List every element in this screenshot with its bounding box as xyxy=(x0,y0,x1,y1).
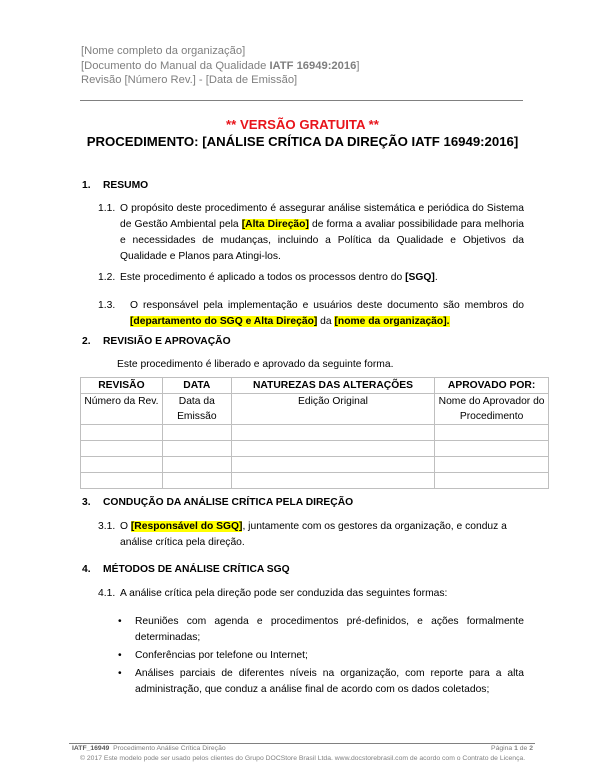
list-item-1-1: 1.1. O propósito deste procedimento é assegurar análise sistemática e periódica do Sistema de Gestão Ambiental pela [Alta Direção] de forma a avaliar possibilidade para melhoria e necessidades de mudanças, incluindo a Política da Qualidade e Objetivos da Qualidade e Planos para Atingi-los. xyxy=(98,203,524,262)
placeholder-highlight: [Responsável do SGQ] xyxy=(130,521,243,532)
table-row-empty xyxy=(81,457,549,473)
table-row-empty xyxy=(81,473,549,489)
bullet-item: • Conferências por telefone ou Internet; xyxy=(118,648,524,664)
footer-copyright: © 2017 Este modelo pode ser usado pelos clientes do Grupo DOCStore Brasil Ltda. www.docstorebrasil.com de acordo com o Contrato de Licença. xyxy=(80,755,526,762)
column-header-naturezas: NATUREZAS DAS ALTERAÇÕES xyxy=(231,378,434,394)
footer-document-name: IATF_16949 Procedimento Análise Crítica Direção xyxy=(72,745,226,752)
bullet-item: • Análises parciais de diferentes níveis na organização, com reporte para a alta administração, que conduz a análise final de acordo com os dados coletados; xyxy=(118,668,524,695)
review-methods-list xyxy=(118,614,524,700)
list-item-1-3: 1.3. O responsável pela implementação e usuários deste documento são membros do [departamento do SGQ e Alta Direção] da [nome da organização]. xyxy=(98,300,524,327)
placeholder-highlight: [Alta Direção] xyxy=(241,219,309,230)
manual-document-line: [Documento do Manual da Qualidade IATF 16949:2016] xyxy=(81,59,360,72)
bullet-icon: • xyxy=(118,650,122,661)
column-header-data: DATA xyxy=(162,378,231,394)
footer-divider xyxy=(69,743,535,744)
document-header xyxy=(81,44,359,88)
table-header-row xyxy=(81,378,549,394)
bullet-icon: • xyxy=(118,668,122,679)
section-heading-3: 3. CONDUÇÃO DA ANÁLISE CRÍTICA PELA DIREÇÃO xyxy=(82,497,354,508)
page-number: Página 1 de 2 xyxy=(491,745,533,752)
revision-line: Revisão [Número Rev.] - [Data de Emissão] xyxy=(81,74,298,86)
table-row-empty xyxy=(81,441,549,457)
revision-table xyxy=(80,377,549,489)
column-header-revisao: REVISÃO xyxy=(81,378,163,394)
placeholder-highlight: [departamento do SGQ e Alta Direção] xyxy=(130,316,318,327)
organization-name: [Nome completo da organização] xyxy=(81,45,246,57)
table-row-empty xyxy=(81,425,549,441)
approval-intro: Este procedimento é liberado e aprovado da seguinte forma. xyxy=(117,359,394,370)
section-heading-4: 4. MÉTODOS DE ANÁLISE CRÍTICA SGQ xyxy=(82,564,290,575)
header-divider xyxy=(80,100,523,101)
section-heading-1: 1. RESUMO xyxy=(82,180,149,191)
list-item-4-1: 4.1. A análise crítica pela direção pode ser conduzida das seguintes formas: xyxy=(98,588,448,599)
list-item-1-2: 1.2. Este procedimento é aplicado a todos os processos dentro do [SGQ]. xyxy=(98,272,438,283)
column-header-aprovado: APROVADO POR: xyxy=(435,378,549,394)
table-row: Número da Rev. Data da Emissão Edição Original Nome do Aprovador do Procedimento xyxy=(81,394,549,425)
section-heading-2: 2. REVISIÃO E APROVAÇÃO xyxy=(82,336,231,347)
placeholder-highlight: [nome da organização]. xyxy=(334,316,450,327)
list-item-3-1: 3.1. O [Responsável do SGQ], juntamente com os gestores da organização, e conduz a análise crítica pela direção. xyxy=(98,521,507,548)
procedure-title: PROCEDIMENTO: [ANÁLISE CRÍTICA DA DIREÇÃO IATF 16949:2016] xyxy=(86,134,519,149)
free-version-banner: ** VERSÃO GRATUITA ** xyxy=(226,117,379,132)
bullet-item: • Reuniões com agenda e procedimentos pré-definidos, e ações formalmente determinadas; xyxy=(118,616,524,643)
bullet-icon: • xyxy=(118,616,122,627)
